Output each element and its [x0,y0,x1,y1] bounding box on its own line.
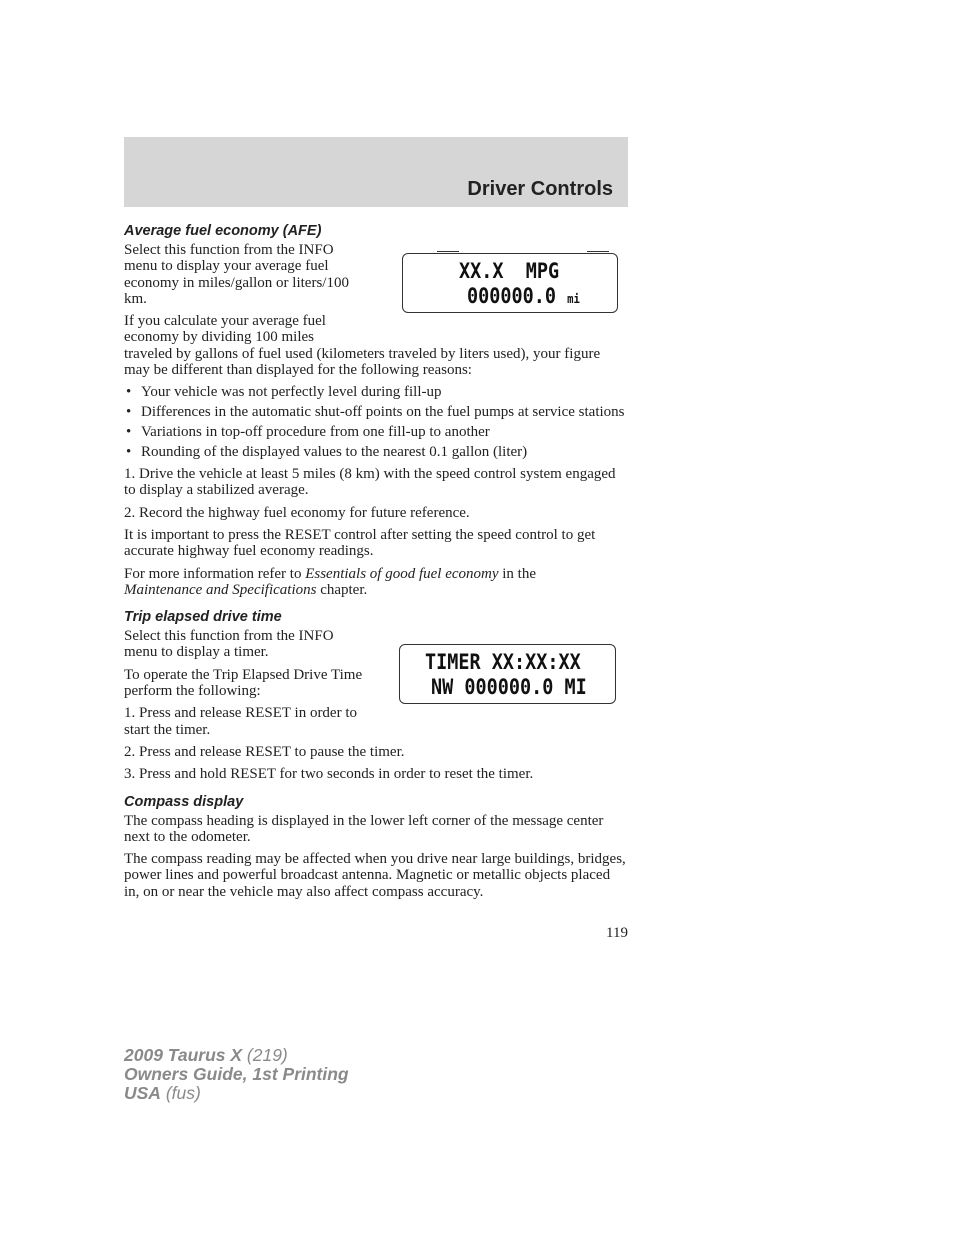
timer-operate: To operate the Trip Elapsed Drive Time perform the following: [124,666,363,700]
afe-reset-note: It is important to press the RESET control after setting the speed control to get accurate highway fuel economy readings. [124,526,596,560]
afe-display-illustration [402,253,618,313]
more-info-text: For more information refer to [124,565,306,582]
footer-model-code: (219) [246,1045,288,1065]
afe-calc-part1: If you calculate your average fuel economy by dividing 100 miles [124,313,326,346]
list-item: • Rounding of the displayed values to the nearest 0.1 gallon (liter) [124,444,628,460]
more-info-text: in the [498,565,537,582]
timer-step-2: 2. Press and release RESET to pause the timer. [124,743,405,760]
page-number: 119 [606,925,628,941]
footer-market-line [124,1084,349,1103]
afe-step-2: 2. Record the highway fuel economy for future reference. [124,504,470,521]
footer-market-code: (fus) [165,1083,201,1103]
afe-display-value: XX.X [459,259,504,283]
afe-intro: Select this function from the INFO menu to display your average fuel economy in miles/gallon or liters/100 km. [124,242,349,307]
footer-guide-line [124,1065,349,1084]
list-item: • Your vehicle was not perfectly level during fill-up [124,384,628,400]
display-tab [587,251,609,255]
section-header-band [124,137,628,207]
timer-intro: Select this function from the INFO menu to display a timer. [124,628,334,661]
timer-step-3: 3. Press and hold RESET for two seconds in order to reset the timer. [124,766,534,783]
list-item: • Differences in the automatic shut-off points on the fuel pumps at service stations [124,404,628,420]
display-tab [437,251,459,255]
odometer-unit: mi [567,292,580,306]
afe-display-line-1 [459,259,559,283]
afe-heading: Average fuel economy (AFE) [124,223,322,239]
afe-display-unit: MPG [525,259,560,283]
afe-more-info [124,566,628,599]
more-info-chapter: Maintenance and Specifications [124,581,317,598]
odometer-value: 000000.0 [467,284,557,308]
page-content [124,218,628,906]
footer-market: USA [124,1083,161,1103]
section-title: Driver Controls [467,178,613,200]
footer-model-line [124,1046,349,1065]
compass-accuracy: The compass reading may be affected when you drive near large buildings, bridges, power lines and powerful broadcast antenna. Magnetic or metallic objects placed in, on or near the vehicle may also affect compass accuracy. [124,851,626,900]
timer-display-illustration [399,644,616,704]
timer-display-line-2: NW 000000.0 MI [431,675,587,699]
afe-calc-part2: traveled by gallons of fuel used (kilometers traveled by liters used), your figure may be different than displayed for the following reasons: [124,345,601,379]
footer-model: 2009 Taurus X [124,1045,243,1065]
compass-heading: Compass display [124,793,244,810]
afe-reasons-list [124,384,628,460]
afe-step-1: 1. Drive the vehicle at least 5 miles (8 km) with the speed control system engaged to display a stabilized average. [124,466,616,499]
list-item: • Variations in top-off procedure from one fill-up to another [124,424,628,440]
more-info-reference: Essentials of good fuel economy [305,565,499,582]
timer-display-line-1: TIMER XX:XX:XX [425,650,581,674]
document-footer [124,1046,349,1103]
afe-display-line-2 [467,284,580,308]
timer-heading: Trip elapsed drive time [124,609,282,626]
compass-location: The compass heading is displayed in the lower left corner of the message center next to the odometer. [124,812,604,845]
footer-guide: Owners Guide, 1st Printing [124,1064,349,1084]
timer-step-1: 1. Press and release RESET in order to start the timer. [124,705,358,738]
more-info-text: chapter. [316,581,368,598]
afe-calc-paragraph [124,313,628,378]
